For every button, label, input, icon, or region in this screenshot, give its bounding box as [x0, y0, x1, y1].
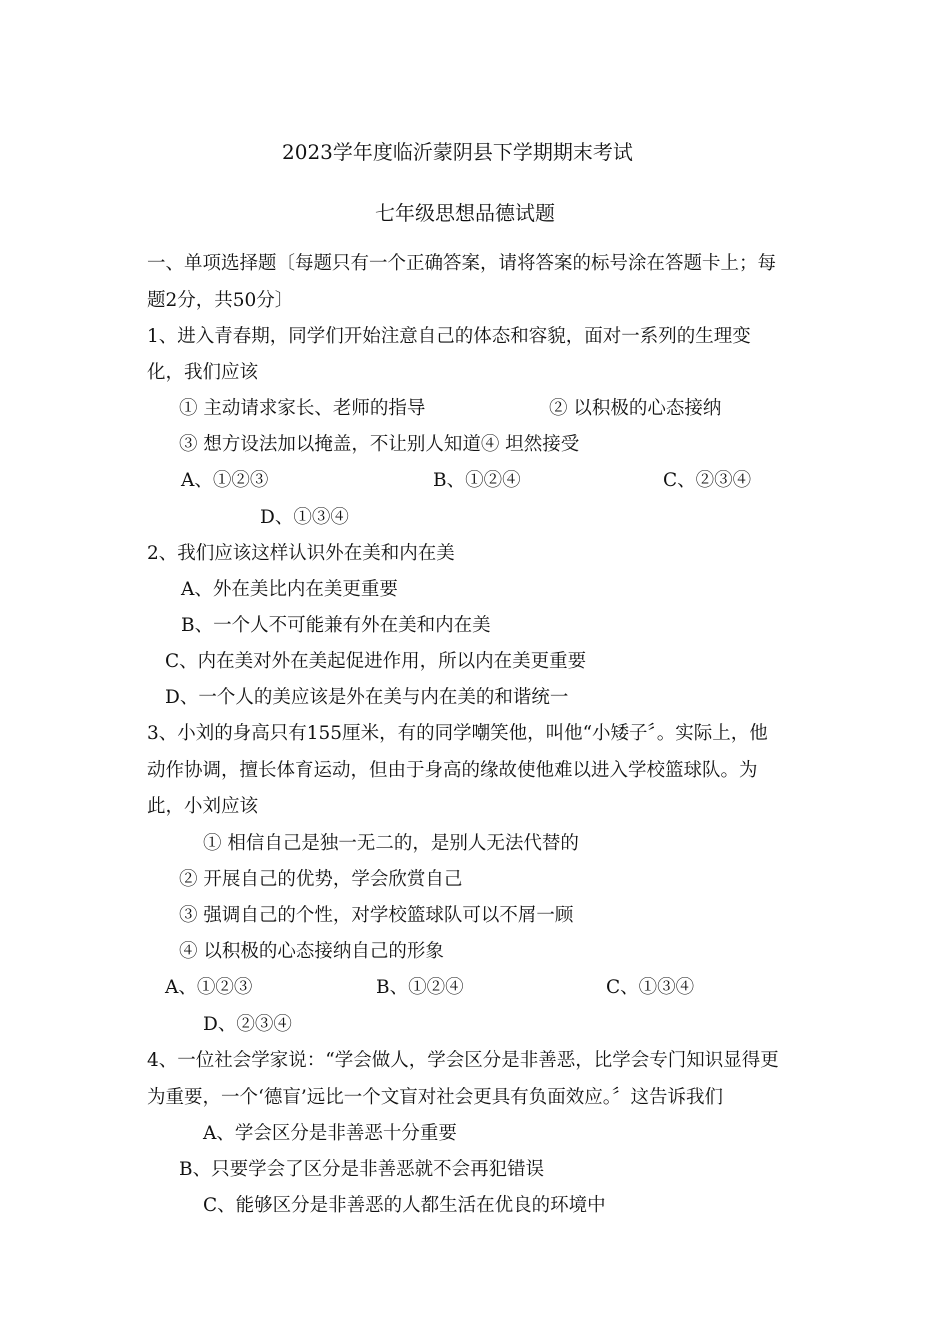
q2-option-a: A、外在美比内在美更重要	[181, 579, 398, 600]
q1-item-2: ② 以积极的心态接纳	[549, 398, 722, 419]
q2-option-c: C、内在美对外在美起促进作用，所以内在美更重要	[165, 651, 587, 672]
q4-option-a: A、学会区分是非善恶十分重要	[203, 1123, 457, 1144]
q1-option-b: B、①②④	[433, 470, 521, 491]
q3-item-1: ① 相信自己是独一无二的，是别人无法代替的	[203, 833, 579, 854]
q4-stem-line1: 4、一位社会学家说：“学会做人，学会区分是非善恶，比学会专门知识显得更	[147, 1050, 779, 1071]
q4-option-c: C、能够区分是非善恶的人都生活在优良的环境中	[203, 1195, 606, 1216]
q3-item-3: ③ 强调自己的个性，对学校篮球队可以不屑一顾	[179, 905, 574, 926]
section-header-line1: 一、单项选择题〔每题只有一个正确答案，请将答案的标号涂在答题卡上；每	[147, 253, 777, 274]
q2-option-d: D、一个人的美应该是外在美与内在美的和谐统一	[165, 687, 569, 708]
page-subtitle: 七年级思想品德试题	[375, 201, 555, 225]
q2-stem: 2、我们应该这样认识外在美和内在美	[147, 543, 455, 564]
page-title: 2023学年度临沂蒙阴县下学期期末考试	[282, 140, 633, 164]
q3-item-2: ② 开展自己的优势，学会欣赏自己	[179, 869, 463, 890]
q3-stem-line3: 此，小刘应该	[147, 796, 259, 817]
q3-item-4: ④ 以积极的心态接纳自己的形象	[179, 941, 444, 962]
q1-item-1: ① 主动请求家长、老师的指导	[179, 398, 426, 419]
q3-option-b: B、①②④	[376, 977, 464, 998]
q1-stem-line1: 1、进入青春期，同学们开始注意自己的体态和容貌，面对一系列的生理变	[147, 326, 751, 347]
q3-stem-line1: 3、小刘的身高只有155厘米，有的同学嘲笑他，叫他“小矮子〞。实际上，他	[147, 723, 768, 744]
q1-stem-line2: 化，我们应该	[147, 362, 259, 383]
q3-option-a: A、①②③	[165, 977, 253, 998]
q1-option-c: C、②③④	[663, 470, 752, 491]
q1-option-d: D、①③④	[260, 507, 349, 528]
q3-option-c: C、①③④	[606, 977, 695, 998]
q4-option-b: B、只要学会了区分是非善恶就不会再犯错误	[179, 1159, 545, 1180]
section-header-line2: 题2分，共50分〕	[147, 290, 294, 311]
q1-item-3-4: ③ 想方设法加以掩盖，不让别人知道④ 坦然接受	[179, 434, 580, 455]
q2-option-b: B、一个人不可能兼有外在美和内在美	[181, 615, 491, 636]
q4-stem-line2: 为重要，一个‘德盲’远比一个文盲对社会更具有负面效应。〞这告诉我们	[147, 1087, 724, 1108]
q3-option-d: D、②③④	[203, 1014, 292, 1035]
q3-stem-line2: 动作协调，擅长体育运动，但由于身高的缘故使他难以进入学校篮球队。为	[147, 760, 758, 781]
q1-option-a: A、①②③	[181, 470, 269, 491]
